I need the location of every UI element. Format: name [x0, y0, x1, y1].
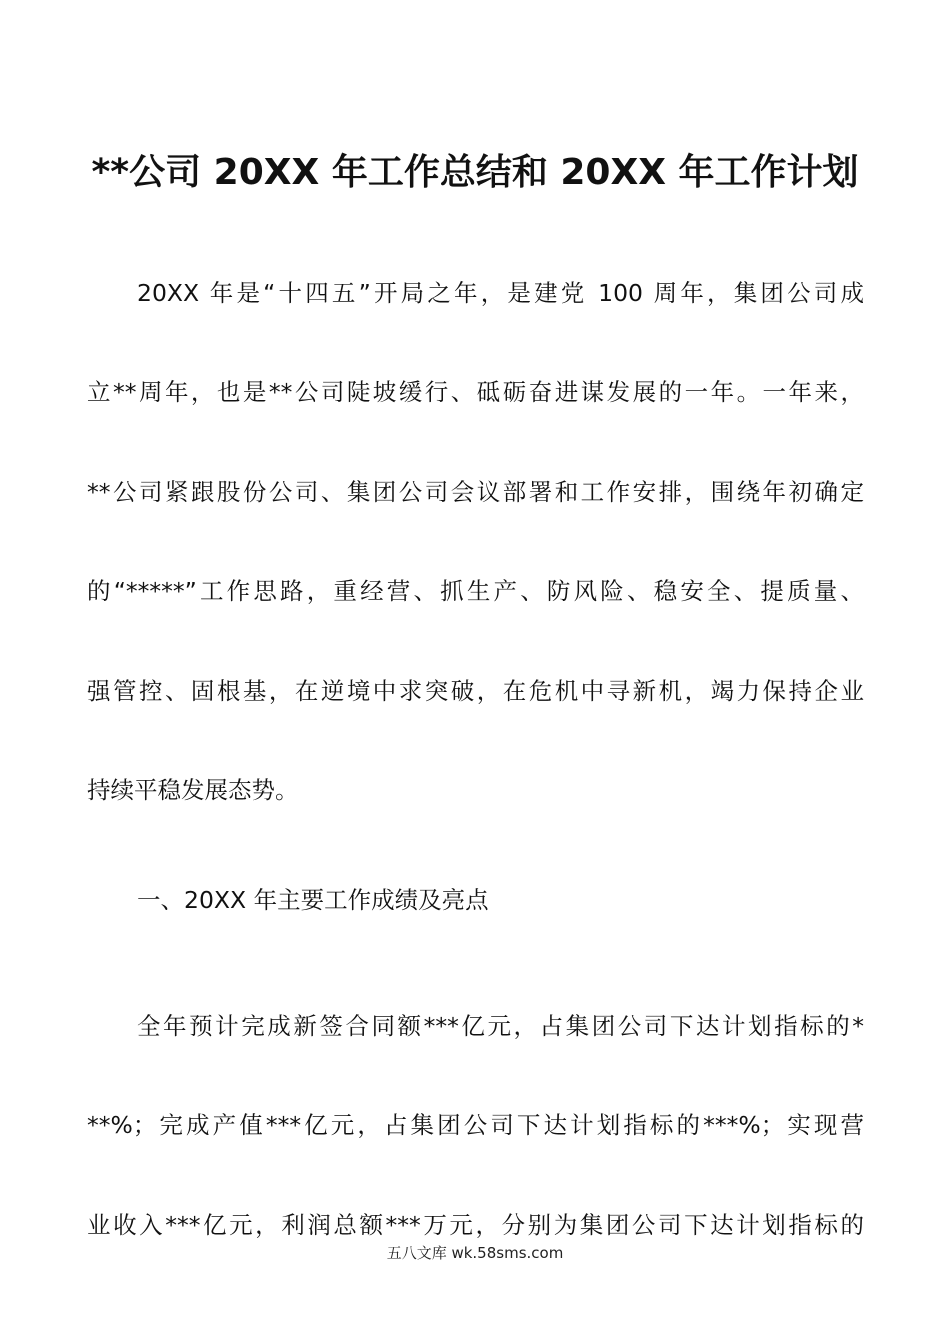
section-line-1: 全年预计完成新签合同额***亿元，占集团公司下达计划指标的* — [137, 1012, 864, 1040]
section-line-3: 业收入***亿元，利润总额***万元，分别为集团公司下达计划指标的 — [87, 1211, 864, 1239]
intro-line-5: 强管控、固根基，在逆境中求突破，在危机中寻新机，竭力保持企业 — [87, 677, 864, 705]
intro-line-1: 20XX 年是“十四五”开局之年，是建党 100 周年，集团公司成 — [137, 279, 864, 307]
intro-line-4: 的“*****”工作思路，重经营、抓生产、防风险、稳安全、提质量、 — [87, 577, 864, 605]
intro-line-6: 持续平稳发展态势。 — [87, 776, 299, 804]
section-line-2: **%；完成产值***亿元，占集团公司下达计划指标的***%；实现营 — [87, 1111, 864, 1139]
footer-watermark: 五八文库 wk.58sms.com — [386, 1244, 564, 1262]
document-title: **公司 20XX 年工作总结和 20XX 年工作计划 — [91, 152, 859, 193]
intro-line-2: 立**周年，也是**公司陡坡缓行、砥砺奋进谋发展的一年。一年来， — [87, 378, 864, 406]
section-heading: 一、20XX 年主要工作成绩及亮点 — [137, 886, 489, 914]
intro-line-3: **公司紧跟股份公司、集团公司会议部署和工作安排，围绕年初确定 — [87, 478, 864, 506]
